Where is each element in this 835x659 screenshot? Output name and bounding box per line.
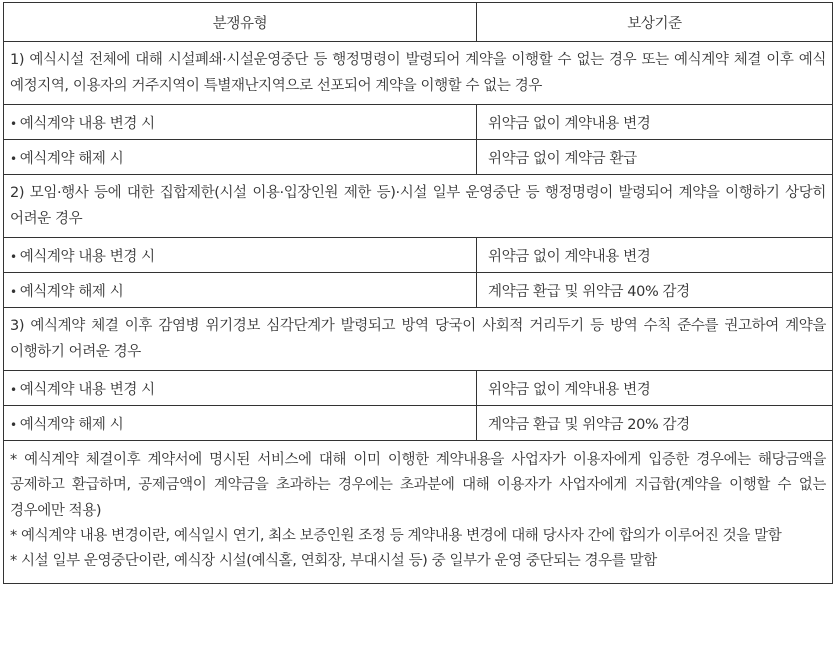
table-row — [4, 238, 833, 273]
compensation-table — [3, 2, 833, 584]
notes-row — [4, 441, 833, 584]
table-row — [4, 140, 833, 175]
dispute-type-cell — [4, 406, 477, 441]
section-1-row — [4, 42, 833, 105]
dispute-type-label: 예식계약 해제 시 — [19, 150, 124, 167]
table-row — [4, 273, 833, 308]
section-2-title: 2) 모임·행사 등에 대한 집합제한(시설 이용·입장인원 제한 등)·시설 일부 운영중단 등 행정명령이 발령되어 계약을 이행하기 상당히 어려운 경우 — [4, 175, 833, 238]
dispute-type-label: 예식계약 내용 변경 시 — [19, 115, 155, 132]
compensation-cell: 위약금 없이 계약내용 변경 — [477, 371, 833, 406]
dispute-type-cell — [4, 140, 477, 175]
dispute-type-label: 예식계약 내용 변경 시 — [19, 381, 155, 398]
table-row — [4, 371, 833, 406]
table-row — [4, 406, 833, 441]
section-3-row — [4, 308, 833, 371]
header-dispute-type: 분쟁유형 — [4, 3, 477, 42]
section-1-title: 1) 예식시설 전체에 대해 시설폐쇄·시설운영중단 등 행정명령이 발령되어 계약을 이행할 수 없는 경우 또는 예식계약 체결 이후 예식 예정지역, 이용자의 거주지역이 특별재난지역으로 선포되어 계약을 이행할 수 없는 경우 — [4, 42, 833, 105]
note-prepaid-deduction: * 예식계약 체결이후 계약서에 명시된 서비스에 대해 이미 이행한 계약내용을 사업자가 이용자에게 입증한 경우에는 해당금액을 공제하고 환급하며, 공제금액이 계약금을 초과하는 경우에는 초과분에 대해 이용자가 사업자에게 지급함(계약을 이행할 수 없는 경우에만 적용) — [10, 452, 826, 519]
compensation-cell: 계약금 환급 및 위약금 20% 감경 — [477, 406, 833, 441]
compensation-cell: 계약금 환급 및 위약금 40% 감경 — [477, 273, 833, 308]
dispute-type-cell — [4, 273, 477, 308]
bullet-icon: • — [10, 116, 17, 131]
bullet-icon: • — [10, 249, 17, 264]
compensation-cell: 위약금 없이 계약금 환급 — [477, 140, 833, 175]
dispute-type-cell — [4, 371, 477, 406]
bullet-icon: • — [10, 382, 17, 397]
bullet-icon: • — [10, 417, 17, 432]
dispute-type-label: 예식계약 해제 시 — [19, 283, 124, 300]
compensation-cell: 위약금 없이 계약내용 변경 — [477, 238, 833, 273]
header-row — [4, 3, 833, 42]
dispute-type-label: 예식계약 해제 시 — [19, 416, 124, 433]
bullet-icon: • — [10, 284, 17, 299]
bullet-icon: • — [10, 151, 17, 166]
section-2-row — [4, 175, 833, 238]
dispute-type-cell — [4, 238, 477, 273]
section-3-title: 3) 예식계약 체결 이후 감염병 위기경보 심각단계가 발령되고 방역 당국이 사회적 거리두기 등 방역 수칙 준수를 권고하여 계약을 이행하기 어려운 경우 — [4, 308, 833, 371]
dispute-type-label: 예식계약 내용 변경 시 — [19, 248, 155, 265]
table-row — [4, 105, 833, 140]
notes-cell — [4, 441, 833, 584]
compensation-cell: 위약금 없이 계약내용 변경 — [477, 105, 833, 140]
header-compensation-standard: 보상기준 — [477, 3, 833, 42]
note-partial-suspension-definition: * 시설 일부 운영중단이란, 예식장 시설(예식홀, 연회장, 부대시설 등) 중 일부가 운영 중단되는 경우를 말함 — [10, 553, 657, 570]
dispute-type-cell — [4, 105, 477, 140]
note-contract-change-definition: * 예식계약 내용 변경이란, 예식일시 연기, 최소 보증인원 조정 등 계약내용 변경에 대해 당사자 간에 합의가 이루어진 것을 말함 — [10, 527, 782, 544]
